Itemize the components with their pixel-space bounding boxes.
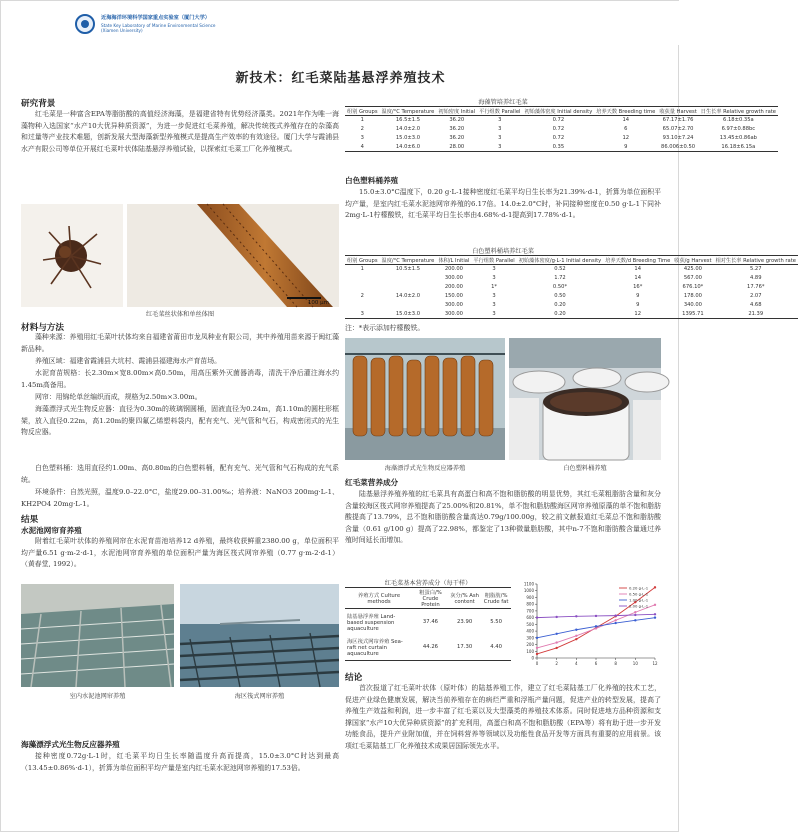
legend-label: 0.20 g·L-1 <box>629 585 649 591</box>
fig4-caption: 室内水泥池网帘养殖 <box>69 693 126 700</box>
table1-cell: 93.10±7.24 <box>662 135 694 141</box>
table1-cell: 3 <box>498 126 502 132</box>
x-tick-label: 4 <box>575 661 578 666</box>
y-tick-label: 900 <box>526 594 534 600</box>
table2-cell: 5.27 <box>749 266 762 273</box>
table1-cell: 4 <box>360 143 364 150</box>
table2-cell: 4.89 <box>749 275 762 281</box>
table2-cell: 1 <box>360 266 364 273</box>
data-point <box>555 616 557 618</box>
table1-cell: 9 <box>624 143 628 150</box>
scale-bar-label: 100 μm <box>307 300 329 306</box>
table3-header: 粗脂肪/% Crude fat <box>483 593 509 605</box>
table1-cell: 86.006±0.50 <box>661 143 696 150</box>
table1-cell: 6.18±0.35a <box>723 117 754 124</box>
table1-cell: 2 <box>360 126 364 132</box>
table1-cell: 36.20 <box>449 126 465 132</box>
materials-heading: 材料与方法 <box>21 323 64 333</box>
bucket-heading: 白色塑料桶养殖 <box>345 176 399 185</box>
growth-chart <box>515 578 661 670</box>
table2-cell: 1* <box>491 284 498 290</box>
table2-cell: 300.00 <box>444 310 463 317</box>
table1-cell: 6.97±0.88bc <box>721 126 756 132</box>
table2-title: 白色塑料桶培养红毛菜 <box>472 248 534 255</box>
table2-cell <box>380 283 437 292</box>
data-point <box>614 614 616 616</box>
table2-header: 相对生长率 Relative growth rate <box>715 257 796 264</box>
table-row <box>345 265 798 274</box>
data-point <box>555 647 557 649</box>
materials-item-3: 网帘：用锦纶单丝编织而成，规格为2.50m×3.00m。 <box>35 393 202 401</box>
data-point <box>654 604 656 606</box>
materials-item-2: 水泥育苗规格：长2.30m×宽8.00m×高0.50m，用高压紫外灭菌器消毒，清洗干净后灌注海水约1.45m高备用。 <box>21 369 339 389</box>
table1-cell: 3 <box>498 135 502 141</box>
data-point <box>536 653 538 655</box>
data-point <box>614 622 616 624</box>
table1-cell: 28.00 <box>449 143 465 150</box>
table-row <box>345 125 778 134</box>
table1-cell: 15.0±3.0 <box>395 135 421 141</box>
table2-cell: 150.00 <box>444 293 463 299</box>
table2-cell: 2 <box>360 293 364 299</box>
bucket-photo <box>509 338 661 460</box>
table2-cell <box>345 301 380 310</box>
table2-cell: 15.0±3.0 <box>395 310 421 317</box>
legend-label: 0.50 g·L-1 <box>629 591 649 597</box>
table2-cell <box>345 274 380 283</box>
table2-header: 平行组数 Parallel <box>473 257 515 264</box>
background-text: 红毛菜是一种富含EPA等脂肪酸的高值经济海藻，是福建省特有优势经济藻类。2021年作为唯一海藻物种入选国家“水产10大优异种质资源”，为进一步促进红毛菜养殖，解决传统筏式养殖存在的杂藻高和过量等产业技术难题，创新发展大型海藻新型养殖模式是提高生产效率的有效途径。厦门大学与霞浦县水产有限公司等单位开展红毛菜叶状体陆基悬浮养殖试验，以探索红毛菜工厂化养殖模式。 <box>21 110 339 153</box>
table-row <box>345 143 778 152</box>
materials-item-0: 藻种来源：养殖用红毛菜叶状体均来自福建省莆田市龙凤种业有限公司，其中养殖用苗来源于闽红藻新品种。 <box>21 333 339 353</box>
table1-cell: 14.0±2.0 <box>395 126 421 132</box>
table2-cell: 340.00 <box>683 302 702 308</box>
table1 <box>345 106 776 152</box>
table2-cell: 0.20 <box>554 302 566 308</box>
table2-cell: 300.00 <box>444 302 463 308</box>
poster-title: 新技术：红毛菜陆基悬浮养殖技术 <box>235 71 446 86</box>
table1-cell: 13.45±0.86ab <box>719 135 757 141</box>
table2-cell: 14.0±2.0 <box>395 293 421 299</box>
data-point <box>634 611 636 613</box>
materials-item-1: 养殖区域：福建省霞浦县大坑村、霞浦县福建海水产育苗场。 <box>35 357 222 365</box>
table3-header-row <box>345 588 511 609</box>
header-bar <box>1 1 680 45</box>
table1-cell: 0.72 <box>552 117 565 124</box>
data-point <box>575 638 577 640</box>
table1-header: 初始藻体密度 Initial density <box>524 108 593 115</box>
table3-cell: 37.46 <box>422 618 439 625</box>
table2-cell <box>380 301 437 310</box>
table2-cell: 1395.71 <box>682 310 704 317</box>
table2-cell: 425.00 <box>683 266 702 273</box>
table2-cell: 9 <box>636 293 640 299</box>
data-point <box>595 625 597 627</box>
x-tick-label: 6 <box>594 661 598 666</box>
table2-header-row <box>345 256 798 265</box>
pbr-heading: 海藻漂浮式光生物反应器养殖 <box>21 740 120 749</box>
table-row <box>345 134 778 143</box>
table3-title: 红毛菜基本营养成分（每干样） <box>384 580 472 587</box>
y-tick-label: 700 <box>526 608 534 614</box>
table3-cell: 23.90 <box>457 618 473 625</box>
table2-cell: 2.07 <box>749 293 762 299</box>
table1-cell: 65.07±2.70 <box>662 126 694 132</box>
results-heading: 结果 <box>21 515 39 525</box>
fig1-caption: 红毛菜丝状体和单丝体图 <box>145 311 215 318</box>
data-point <box>575 629 577 631</box>
fig5-caption: 海区筏式网帘养殖 <box>234 693 285 700</box>
table3-cell: 44.26 <box>422 644 439 651</box>
table1-cell: 16.18±6.15a <box>721 143 756 150</box>
materials-item-5: 白色塑料桶：选用直径约1.00m、高0.80m的白色塑料桶，配有充气、光气管和气石构成的充气系统。 <box>21 464 339 484</box>
table2-header: 温度/°C Temperature <box>381 257 435 264</box>
data-point <box>634 619 636 621</box>
table2-header: 培养天数/d Breeding Time <box>605 257 671 264</box>
materials-item-4: 海藻漂浮式光生物反应器：直径为0.30m的玻璃钢圆桶，固液直径为0.24m，高1.10m的圆柱形框架，放入直径0.22m，高1.20m的聚四氟乙烯塑料袋内，配有充气、光气管和气石，构成密闭式的光生物反应器。 <box>21 405 339 437</box>
nutrition-heading: 红毛菜营养成分 <box>345 478 399 487</box>
table2-header: 收获/g Harvest <box>674 257 712 264</box>
table3-cell: 海区筏式网帘养殖 Sea-raft net curtain aquaculture <box>347 639 403 658</box>
data-point <box>575 615 577 617</box>
table1-header: 组别 Groups <box>347 108 378 115</box>
table1-cell: 0.72 <box>552 126 565 132</box>
sea-raft-photo <box>180 584 339 687</box>
table3-cell: 4.40 <box>490 644 503 651</box>
y-tick-label: 1000 <box>523 588 534 594</box>
table2-cell: 14 <box>634 266 642 273</box>
background-heading: 研究背景 <box>21 99 56 109</box>
y-tick-label: 200 <box>526 642 534 648</box>
materials-item-6: 环境条件：自然光照，温度9.0–22.0°C，盐度29.00–31.00‰；培养液：NaNO3 200mg·L-1、KH2PO4 20mg·L-1。 <box>21 488 339 508</box>
x-tick-label: 10 <box>632 661 638 666</box>
table1-cell: 0.35 <box>552 143 565 150</box>
x-tick-label: 8 <box>614 661 617 666</box>
table1-header: 平行组数 Parallel <box>479 108 521 115</box>
table1-cell: 12 <box>622 135 630 141</box>
conclusion-text: 首次报道了红毛菜叶状体（原叶体）的陆基养殖工作，建立了红毛菜陆基工厂化养殖的技术工艺，促进产业绿色健康发展，解决当前养殖存在的病烂严重和浮瓶产量问题，促进产业的转型发展，提高了养殖生产效益和利润，进一步丰富了红毛菜以及大型藻类的养殖技术体系。同时促进地方品种资源和支撑国家“水产10大优异种质资源”的扩充利用，高蛋白和高不饱和脂肪酸（EPA等）将有助于进一步开发功能食品，提升产业附加值，并在饲料营养等领域以及功能性食品开发等方面具有重要的应用前景。该项红毛菜陆基工厂化养殖技术成果居国际领先水平。 <box>345 684 661 750</box>
indoor-pond-photo <box>21 584 174 687</box>
data-point <box>536 616 538 618</box>
data-point <box>634 614 636 616</box>
table2-cell: 178.00 <box>683 293 702 299</box>
table3-cell: 5.50 <box>490 618 503 625</box>
nutrition-text: 陆基悬浮养殖养殖的红毛菜具有高蛋白和高不饱和脂肪酸的明显优势，其红毛菜粗脂肪含量和灰分含量较海区筏式网帘养殖提高了25.00%和20.81%，单不饱和脂肪酸海区网帘养殖原藻的单不饱和脂肪酸提高了13.79%，总不饱和脂肪酸含量高达0.79g/100.00g，较之前文献报道红毛菜总不饱和脂肪酸含量（0.61 g/100 g）提高了22.98%，都鉴定了13种微量脂肪酸，其中n-7不饱和脂肪酸含量通过养殖时间延长而增加。 <box>345 490 661 545</box>
table1-cell: 14.0±6.0 <box>395 143 421 150</box>
table2-cell: 1.72 <box>554 275 566 281</box>
table2-cell: 0.52 <box>554 266 566 273</box>
table1-cell: 3 <box>498 117 502 124</box>
table1-header-row <box>345 107 778 116</box>
y-tick-label: 300 <box>526 635 534 641</box>
data-point <box>614 619 616 621</box>
x-tick-label: 2 <box>555 661 558 666</box>
table3-cell: 17.30 <box>457 644 473 651</box>
table1-cell: 36.20 <box>449 117 465 124</box>
bucket-text: 15.0±3.0°C温度下，0.20 g·L-1接种密度红毛菜平均日生长率为21.39%·d-1，折算为单位面积平均产量，是室内红毛菜水泥池网帘养殖的6.17倍。14.0±2.0°C时，补同接种密度在0.50 g·L-1下同补2mg·L-1柠檬酸铁，红毛菜平均日生长率由4.68%·d-1提高到17.78%·d-1。 <box>345 188 661 220</box>
table-row <box>345 116 778 125</box>
table1-cell: 14 <box>622 117 630 124</box>
y-tick-label: 800 <box>526 601 534 607</box>
table2-header: 组别 Groups <box>347 257 378 264</box>
y-tick-label: 0 <box>531 655 534 661</box>
table3-header: 粗蛋白/% Crude Protein <box>419 590 442 608</box>
data-point <box>536 637 538 639</box>
table1-cell: 0.72 <box>552 135 565 141</box>
table1-cell: 16.5±1.5 <box>395 117 421 124</box>
filament-photo <box>127 204 339 307</box>
table2-cell: 200.00 <box>444 284 463 290</box>
legend-label: 1.00 g·L-1 <box>629 597 649 603</box>
table2-cell: 12 <box>634 310 642 317</box>
table2-header: 体积/L Initial <box>438 257 470 264</box>
table3 <box>345 587 511 661</box>
legend-label: 2.00 g·L-1 <box>629 603 649 609</box>
org-name-cn: 近海海洋环境科学国家重点实验室（厦门大学） <box>101 15 210 21</box>
table1-cell: 3 <box>360 135 364 141</box>
table2-cell: 9 <box>636 302 640 308</box>
table2-cell: 4.68 <box>749 302 762 308</box>
table2-cell: 3 <box>492 266 496 273</box>
table-row <box>345 274 798 283</box>
university-logo-icon <box>75 14 95 34</box>
table3-header: 养殖方式 Culture methods <box>357 593 401 605</box>
table1-cell: 67.17±1.76 <box>662 117 694 124</box>
table2-cell: 676.10* <box>682 284 704 290</box>
table2-cell: 200.00 <box>444 266 463 273</box>
data-point <box>654 616 656 618</box>
table2-cell: 16* <box>633 284 643 290</box>
org-name-en <box>101 23 216 33</box>
table2-cell: 567.00 <box>683 275 702 281</box>
table1-header: 初始密度 Initial <box>438 108 476 115</box>
table-row <box>345 301 798 310</box>
table1-header: 日生长率 Relative growth rate <box>700 108 776 115</box>
table2-header: 初始藻体密度/g·L-1 Initial density <box>518 257 602 264</box>
table2-cell: 10.5±1.5 <box>395 266 421 273</box>
table1-cell: 6 <box>624 126 628 132</box>
conclusion-heading: 结论 <box>345 673 363 683</box>
table2-cell: 14 <box>634 275 642 281</box>
table-row <box>345 310 798 319</box>
table2-cell: 3 <box>360 310 364 317</box>
table2-cell <box>380 274 437 283</box>
table-row <box>345 609 511 635</box>
table2-cell: 17.76* <box>747 284 765 290</box>
data-point <box>595 615 597 617</box>
data-point <box>654 613 656 615</box>
table1-cell: 1 <box>360 117 364 124</box>
table2-cell: 3 <box>492 275 496 281</box>
data-point <box>536 647 538 649</box>
table-row <box>345 635 511 661</box>
table2 <box>345 255 796 319</box>
table2-cell: 3 <box>492 302 496 308</box>
table2-cell <box>345 283 380 292</box>
table2-cell: 0.20 <box>554 310 566 317</box>
pbr-text: 接种密度0.72g·L-1时，红毛菜平均日生长率随温度升高而提高，15.0±3.0°C时达到最高（13.45±0.86%·d-1），折算为单位面积平均产量是室内红毛菜水泥池网帘养殖的17.53倍。 <box>21 752 339 772</box>
cement-pond-text: 附着红毛菜叶状体的养殖网帘在水泥育苗池培养12 d养殖，最终收获鲜重2380.00 g，单位面积平均产量6.51 g·m-2·d-1，水泥池网帘育养殖的单位面积产量为海区筏式网帘养殖（0.77 g·m-2·d-1）（黄春堂, 1992）。 <box>21 537 339 569</box>
y-tick-label: 600 <box>526 615 534 621</box>
reactor-photo <box>345 338 505 460</box>
table1-header: 温度/°C Temperature <box>381 108 435 115</box>
x-tick-label: 12 <box>652 661 658 666</box>
table3-header: 灰分/% Ash content <box>450 593 480 605</box>
data-point <box>654 586 656 588</box>
table1-header: 收获量 Harvest <box>659 108 697 115</box>
table-row <box>345 292 798 301</box>
org-name-en-1: State Key Laboratory of Marine Environmental Science <box>101 23 216 28</box>
cement-pond-heading: 水泥池网帘育养殖 <box>21 526 82 535</box>
table-row <box>345 283 798 292</box>
table1-header: 培养天数 Breeding time <box>596 108 656 115</box>
table2-cell: 0.50 <box>554 293 566 299</box>
table2-cell: 21.39 <box>748 310 764 317</box>
table1-cell: 3 <box>498 143 502 150</box>
y-tick-label: 100 <box>526 648 534 654</box>
x-tick-label: 0 <box>535 661 539 666</box>
y-tick-label: 500 <box>526 621 534 627</box>
table2-cell: 3 <box>492 310 496 317</box>
table2-cell: 3 <box>492 293 496 299</box>
fig2-caption: 海藻漂浮式光生物反应器养殖 <box>384 465 466 472</box>
gametophyte-photo <box>21 204 123 307</box>
table3-cell: 陆基悬浮养殖 Land-based suspension aquaculture <box>347 613 396 632</box>
y-tick-label: 1100 <box>523 581 534 587</box>
data-point <box>575 635 577 637</box>
data-point <box>555 641 557 643</box>
org-name-en-2: (Xiamen University) <box>101 28 143 33</box>
table2-cell: 0.50* <box>552 284 568 290</box>
y-tick-label: 400 <box>526 628 534 634</box>
data-point <box>555 633 557 635</box>
table2-cell: 300.00 <box>444 275 463 281</box>
table1-cell: 36.20 <box>449 135 465 141</box>
table1-title: 海藻管培养红毛菜 <box>478 99 528 106</box>
table2-note: 注：*表示添加柠檬酸铁。 <box>345 324 425 332</box>
fig3-caption: 白色塑料桶养殖 <box>563 465 607 472</box>
